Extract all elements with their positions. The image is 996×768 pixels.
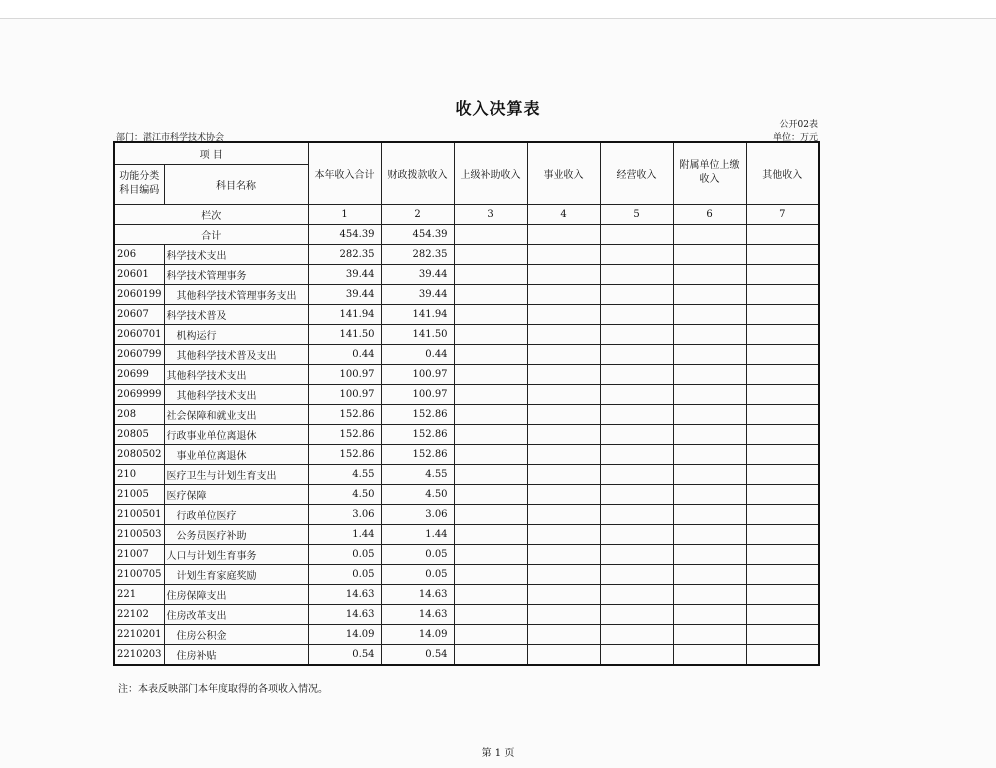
empty-cell (746, 224, 819, 244)
department-label: 部门：湛江市科学技术协会 (116, 133, 225, 143)
table-row (114, 404, 819, 424)
empty-cell (600, 624, 673, 644)
empty-cell (600, 264, 673, 284)
table-row (114, 584, 819, 604)
column-number: 1 (308, 204, 381, 224)
row-name: 行政事业单位离退休 (164, 424, 308, 444)
row-total: 14.09 (308, 624, 381, 644)
income-table (113, 141, 820, 666)
row-total: 4.55 (308, 464, 381, 484)
empty-cell (600, 464, 673, 484)
row-code: 2060799 (114, 344, 164, 364)
row-total: 4.50 (308, 484, 381, 504)
empty-cell (673, 364, 746, 384)
row-code: 2210203 (114, 644, 164, 665)
empty-cell (746, 464, 819, 484)
col-header-6: 附属单位上缴收入 (673, 142, 746, 204)
row-name: 事业单位离退休 (164, 444, 308, 464)
row-fiscal: 3.06 (381, 504, 454, 524)
empty-cell (746, 644, 819, 665)
row-code: 2060701 (114, 324, 164, 344)
empty-cell (527, 484, 600, 504)
empty-cell (527, 624, 600, 644)
empty-cell (673, 324, 746, 344)
row-code: 20805 (114, 424, 164, 444)
row-fiscal: 141.50 (381, 324, 454, 344)
empty-cell (600, 544, 673, 564)
empty-cell (746, 444, 819, 464)
empty-cell (673, 404, 746, 424)
row-fiscal: 0.05 (381, 544, 454, 564)
empty-cell (600, 344, 673, 364)
empty-cell (527, 244, 600, 264)
empty-cell (746, 244, 819, 264)
empty-cell (527, 264, 600, 284)
empty-cell (746, 424, 819, 444)
empty-cell (527, 584, 600, 604)
empty-cell (746, 564, 819, 584)
empty-cell (454, 624, 527, 644)
column-number: 3 (454, 204, 527, 224)
row-fiscal: 152.86 (381, 444, 454, 464)
row-name: 其他科学技术支出 (164, 364, 308, 384)
empty-cell (454, 604, 527, 624)
table-row (114, 244, 819, 264)
row-fiscal: 282.35 (381, 244, 454, 264)
col-header-1: 本年收入合计 (308, 142, 381, 204)
col-header-2: 财政拨款收入 (381, 142, 454, 204)
empty-cell (527, 524, 600, 544)
table-row (114, 464, 819, 484)
row-name: 医疗保障 (164, 484, 308, 504)
row-name: 住房保障支出 (164, 584, 308, 604)
row-total: 152.86 (308, 404, 381, 424)
empty-cell (600, 584, 673, 604)
empty-cell (454, 284, 527, 304)
row-code: 2060199 (114, 284, 164, 304)
empty-cell (746, 384, 819, 404)
empty-cell (746, 604, 819, 624)
empty-cell (600, 604, 673, 624)
empty-cell (600, 484, 673, 504)
column-number: 2 (381, 204, 454, 224)
empty-cell (454, 344, 527, 364)
row-fiscal: 1.44 (381, 524, 454, 544)
row-code: 20607 (114, 304, 164, 324)
row-fiscal: 152.86 (381, 424, 454, 444)
empty-cell (600, 644, 673, 665)
row-name: 住房改革支出 (164, 604, 308, 624)
code-header: 功能分类科目编码 (114, 164, 164, 204)
empty-cell (673, 464, 746, 484)
empty-cell (673, 624, 746, 644)
empty-cell (746, 524, 819, 544)
total-income: 454.39 (308, 224, 381, 244)
table-row (114, 304, 819, 324)
row-total: 14.63 (308, 604, 381, 624)
empty-cell (454, 584, 527, 604)
empty-cell (454, 304, 527, 324)
col-header-4: 事业收入 (527, 142, 600, 204)
empty-cell (454, 544, 527, 564)
empty-cell (454, 504, 527, 524)
row-total: 282.35 (308, 244, 381, 264)
row-total: 0.44 (308, 344, 381, 364)
empty-cell (527, 224, 600, 244)
col-header-7: 其他收入 (746, 142, 819, 204)
empty-cell (527, 304, 600, 324)
empty-cell (454, 244, 527, 264)
empty-cell (454, 404, 527, 424)
column-number: 6 (673, 204, 746, 224)
row-code: 208 (114, 404, 164, 424)
row-code: 2100705 (114, 564, 164, 584)
row-fiscal: 152.86 (381, 404, 454, 424)
form-number: 公开02表 (779, 120, 818, 130)
empty-cell (527, 424, 600, 444)
empty-cell (600, 404, 673, 424)
row-fiscal: 39.44 (381, 264, 454, 284)
col-header-5: 经营收入 (600, 142, 673, 204)
empty-cell (600, 324, 673, 344)
row-fiscal: 4.50 (381, 484, 454, 504)
empty-cell (673, 224, 746, 244)
row-name: 其他科学技术管理事务支出 (164, 284, 308, 304)
scan-top-edge (0, 0, 996, 19)
row-total: 0.54 (308, 644, 381, 665)
row-total: 39.44 (308, 264, 381, 284)
empty-cell (673, 544, 746, 564)
empty-cell (746, 504, 819, 524)
empty-cell (527, 564, 600, 584)
empty-cell (673, 524, 746, 544)
row-code: 2210201 (114, 624, 164, 644)
empty-cell (746, 324, 819, 344)
empty-cell (600, 504, 673, 524)
table-row (114, 564, 819, 584)
row-total: 14.63 (308, 584, 381, 604)
row-name: 科学技术支出 (164, 244, 308, 264)
empty-cell (527, 324, 600, 344)
row-fiscal: 14.09 (381, 624, 454, 644)
total-fiscal: 454.39 (381, 224, 454, 244)
empty-cell (600, 284, 673, 304)
empty-cell (673, 484, 746, 504)
empty-cell (600, 364, 673, 384)
empty-cell (746, 344, 819, 364)
row-fiscal: 0.54 (381, 644, 454, 665)
row-name: 医疗卫生与计划生育支出 (164, 464, 308, 484)
empty-cell (746, 404, 819, 424)
row-code: 2100501 (114, 504, 164, 524)
table-row (114, 364, 819, 384)
empty-cell (673, 504, 746, 524)
row-name: 住房公积金 (164, 624, 308, 644)
item-header: 项 目 (114, 142, 308, 164)
row-code: 2069999 (114, 384, 164, 404)
table-row (114, 484, 819, 504)
empty-cell (527, 344, 600, 364)
column-number-label: 栏次 (114, 204, 308, 224)
row-name: 其他科学技术支出 (164, 384, 308, 404)
empty-cell (527, 464, 600, 484)
empty-cell (673, 444, 746, 464)
empty-cell (454, 524, 527, 544)
total-label: 合计 (114, 224, 308, 244)
row-code: 221 (114, 584, 164, 604)
empty-cell (600, 244, 673, 264)
row-total: 0.05 (308, 544, 381, 564)
table-row (114, 344, 819, 364)
row-name: 科学技术管理事务 (164, 264, 308, 284)
row-name: 社会保障和就业支出 (164, 404, 308, 424)
empty-cell (527, 504, 600, 524)
empty-cell (527, 544, 600, 564)
row-total: 1.44 (308, 524, 381, 544)
empty-cell (454, 424, 527, 444)
row-code: 20601 (114, 264, 164, 284)
row-total: 152.86 (308, 424, 381, 444)
name-header: 科目名称 (164, 164, 308, 204)
row-total: 100.97 (308, 364, 381, 384)
row-fiscal: 0.05 (381, 564, 454, 584)
empty-cell (527, 364, 600, 384)
table-row (114, 384, 819, 404)
empty-cell (600, 524, 673, 544)
row-name: 公务员医疗补助 (164, 524, 308, 544)
empty-cell (673, 424, 746, 444)
row-fiscal: 100.97 (381, 364, 454, 384)
row-fiscal: 4.55 (381, 464, 454, 484)
empty-cell (673, 384, 746, 404)
row-name: 机构运行 (164, 324, 308, 344)
empty-cell (600, 304, 673, 324)
row-name: 科学技术普及 (164, 304, 308, 324)
empty-cell (527, 284, 600, 304)
empty-cell (673, 644, 746, 665)
row-code: 21005 (114, 484, 164, 504)
table-row (114, 264, 819, 284)
col-header-3: 上级补助收入 (454, 142, 527, 204)
empty-cell (746, 584, 819, 604)
empty-cell (673, 564, 746, 584)
empty-cell (527, 384, 600, 404)
page-number: 第 1 页 (481, 748, 515, 759)
table-row (114, 644, 819, 665)
row-code: 2100503 (114, 524, 164, 544)
table-row (114, 504, 819, 524)
row-code: 2080502 (114, 444, 164, 464)
empty-cell (746, 484, 819, 504)
empty-cell (600, 424, 673, 444)
row-code: 22102 (114, 604, 164, 624)
empty-cell (527, 404, 600, 424)
column-number: 7 (746, 204, 819, 224)
empty-cell (673, 284, 746, 304)
column-number: 5 (600, 204, 673, 224)
page-title: 收入决算表 (455, 99, 541, 118)
empty-cell (746, 284, 819, 304)
row-name: 计划生育家庭奖励 (164, 564, 308, 584)
row-name: 行政单位医疗 (164, 504, 308, 524)
empty-cell (527, 604, 600, 624)
row-code: 20699 (114, 364, 164, 384)
footnote: 注：本表反映部门本年度取得的各项收入情况。 (118, 684, 328, 695)
empty-cell (454, 324, 527, 344)
table-row (114, 604, 819, 624)
empty-cell (673, 264, 746, 284)
row-fiscal: 14.63 (381, 604, 454, 624)
empty-cell (454, 464, 527, 484)
empty-cell (454, 384, 527, 404)
empty-cell (454, 444, 527, 464)
row-total: 3.06 (308, 504, 381, 524)
empty-cell (454, 264, 527, 284)
empty-cell (454, 364, 527, 384)
table-row (114, 324, 819, 344)
empty-cell (746, 304, 819, 324)
empty-cell (746, 624, 819, 644)
empty-cell (454, 224, 527, 244)
empty-cell (746, 364, 819, 384)
empty-cell (600, 444, 673, 464)
empty-cell (454, 564, 527, 584)
row-name: 人口与计划生育事务 (164, 544, 308, 564)
unit-label: 单位：万元 (772, 133, 818, 143)
column-number: 4 (527, 204, 600, 224)
table-row (114, 284, 819, 304)
row-code: 210 (114, 464, 164, 484)
row-code: 206 (114, 244, 164, 264)
empty-cell (454, 484, 527, 504)
row-name: 其他科学技术普及支出 (164, 344, 308, 364)
empty-cell (746, 264, 819, 284)
row-code: 21007 (114, 544, 164, 564)
empty-cell (746, 544, 819, 564)
table-row (114, 524, 819, 544)
table-row (114, 544, 819, 564)
row-fiscal: 100.97 (381, 384, 454, 404)
table-row (114, 444, 819, 464)
table-row (114, 624, 819, 644)
empty-cell (673, 304, 746, 324)
empty-cell (600, 224, 673, 244)
empty-cell (527, 444, 600, 464)
row-total: 141.94 (308, 304, 381, 324)
table-row (114, 424, 819, 444)
row-total: 0.05 (308, 564, 381, 584)
row-total: 152.86 (308, 444, 381, 464)
empty-cell (673, 344, 746, 364)
row-name: 住房补贴 (164, 644, 308, 665)
empty-cell (600, 384, 673, 404)
empty-cell (673, 244, 746, 264)
empty-cell (600, 564, 673, 584)
empty-cell (454, 644, 527, 665)
row-fiscal: 0.44 (381, 344, 454, 364)
row-fiscal: 141.94 (381, 304, 454, 324)
empty-cell (673, 584, 746, 604)
empty-cell (673, 604, 746, 624)
row-total: 141.50 (308, 324, 381, 344)
empty-cell (527, 644, 600, 665)
row-total: 39.44 (308, 284, 381, 304)
row-total: 100.97 (308, 384, 381, 404)
row-fiscal: 14.63 (381, 584, 454, 604)
row-fiscal: 39.44 (381, 284, 454, 304)
